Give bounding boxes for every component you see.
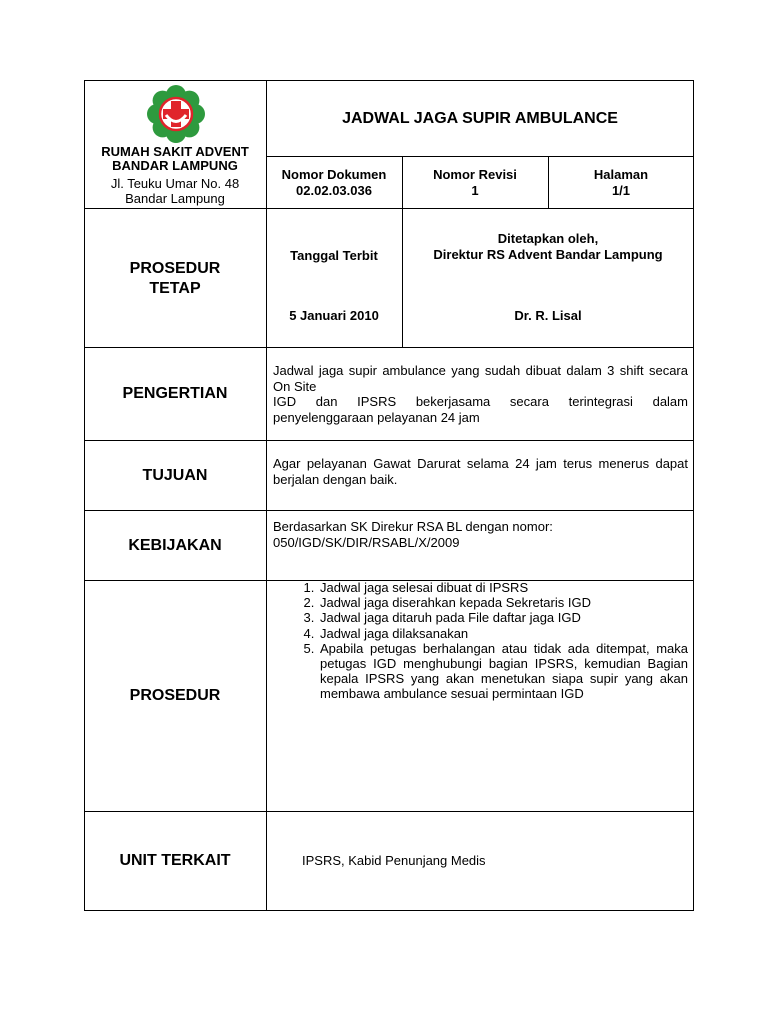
section-label-kebijakan: KEBIJAKAN (128, 537, 222, 554)
hospital-name: BANDAR LAMPUNG (112, 158, 238, 173)
hospital-logo-icon (146, 84, 206, 144)
kebijakan-text: 050/IGD/SK/DIR/RSABL/X/2009 (273, 535, 460, 550)
divider (84, 208, 694, 209)
section-label-tujuan: TUJUAN (142, 467, 208, 484)
procedure-step: 4. Jadwal jaga dilaksanakan (318, 626, 688, 641)
pengertian-text: Jadwal jaga supir ambulance yang sudah dibuat dalam 3 shift secara On Site (273, 363, 688, 394)
procedure-list (272, 580, 688, 702)
section-label-unit-terkait: UNIT TERKAIT (119, 852, 231, 869)
tujuan-text: Agar pelayanan Gawat Darurat selama 24 jam terus menerus dapat berjalan dengan baik. (273, 456, 688, 487)
divider (548, 156, 549, 208)
revision-label: Nomor Revisi (433, 167, 517, 182)
divider (84, 347, 694, 348)
section-label-prosedur: PROSEDUR (129, 687, 221, 704)
hospital-name: RUMAH SAKIT ADVENT (101, 144, 249, 159)
page-label: Halaman (593, 167, 649, 182)
divider (84, 440, 694, 441)
signer-name: Dr. R. Lisal (514, 308, 582, 323)
section-label-pengertian: PENGERTIAN (122, 385, 228, 402)
section-label-protap: PROSEDUR (129, 260, 221, 277)
doc-number-value: 02.02.03.036 (296, 183, 372, 198)
revision-value: 1 (471, 183, 479, 198)
hospital-address: Bandar Lampung (125, 191, 225, 206)
doc-number-label: Nomor Dokumen (281, 167, 387, 182)
divider (84, 811, 694, 812)
kebijakan-text: Berdasarkan SK Direkur RSA BL dengan nomor: (273, 519, 553, 534)
issue-date-label: Tanggal Terbit (290, 248, 378, 263)
approved-by: Ditetapkan oleh, (497, 231, 599, 246)
unit-terkait-text: IPSRS, Kabid Penunjang Medis (302, 853, 486, 868)
pengertian-text: IGD dan IPSRS bekerjasama secara terintegrasi dalam penyelenggaraan pelayanan 24 jam (273, 394, 688, 425)
page-value: 1/1 (611, 183, 631, 198)
divider (266, 80, 267, 911)
procedure-step: 3. Jadwal jaga ditaruh pada File daftar jaga IGD (318, 610, 688, 625)
divider (84, 510, 694, 511)
procedure-step: 2. Jadwal jaga diserahkan kepada Sekretaris IGD (318, 595, 688, 610)
procedure-step: 5. Apabila petugas berhalangan atau tidak ada ditempat, maka petugas IGD menghubungi bagian IPSRS, kemudian Bagian kepala IPSRS yang akan menetukan siapa supir yang akan membawa ambulance sesuai permintaan IGD (318, 641, 688, 702)
document-title: JADWAL JAGA SUPIR AMBULANCE (342, 110, 618, 127)
procedure-step: 1. Jadwal jaga selesai dibuat di IPSRS (318, 580, 688, 595)
approved-by-position: Direktur RS Advent Bandar Lampung (433, 247, 663, 262)
hospital-address: Jl. Teuku Umar No. 48 (110, 176, 240, 191)
issue-date-value: 5 Januari 2010 (289, 308, 379, 323)
divider (266, 156, 694, 157)
section-label-protap: TETAP (149, 280, 201, 297)
